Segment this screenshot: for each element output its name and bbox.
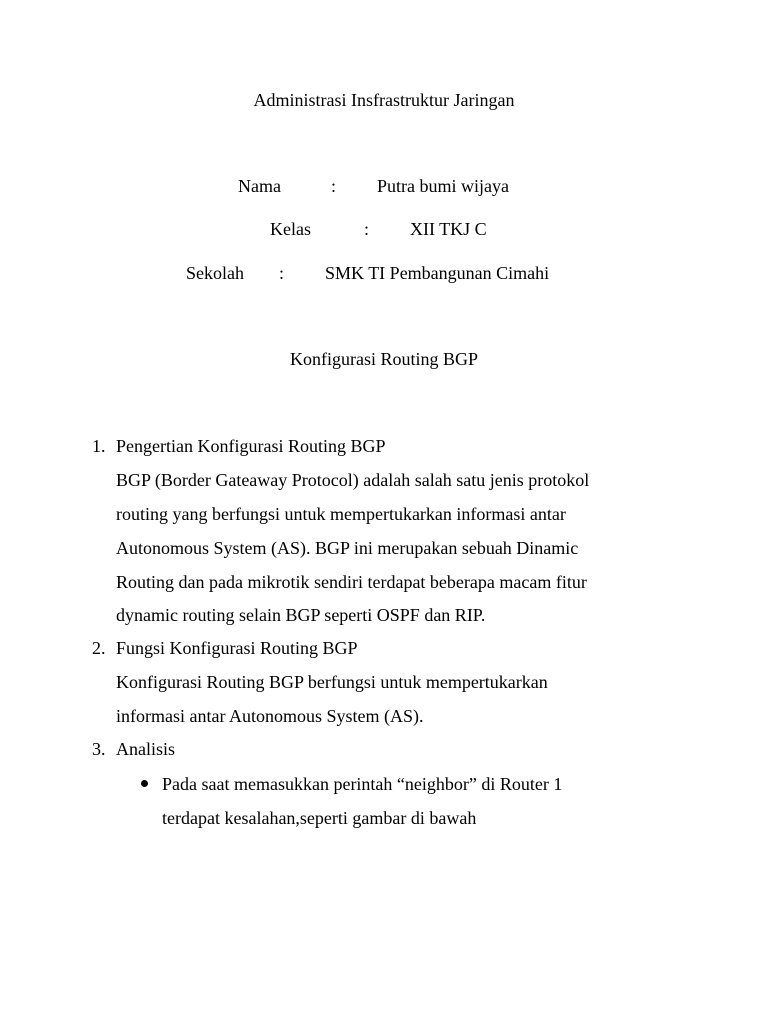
section-heading: Fungsi Konfigurasi Routing BGP bbox=[116, 638, 358, 658]
section-number: 3. bbox=[92, 739, 106, 759]
identity-separator: : bbox=[364, 219, 370, 239]
section-heading: Pengertian Konfigurasi Routing BGP bbox=[116, 436, 386, 456]
section-heading: Analisis bbox=[116, 739, 176, 759]
paragraph-line: Routing dan pada mikrotik sendiri terdapat beberapa macam fitur bbox=[116, 572, 587, 592]
document-subtitle: Konfigurasi Routing BGP bbox=[289, 349, 478, 369]
identity-value: SMK TI Pembangunan Cimahi bbox=[325, 263, 550, 283]
paragraph-line: informasi antar Autonomous System (AS). bbox=[116, 706, 424, 726]
section-number: 2. bbox=[92, 638, 106, 658]
identity-value: XII TKJ C bbox=[410, 219, 487, 239]
paragraph-line: Konfigurasi Routing BGP berfungsi untuk mempertukarkan bbox=[116, 672, 548, 692]
paragraph-line: dynamic routing selain BGP seperti OSPF dan RIP. bbox=[116, 605, 486, 625]
paragraph-line: BGP (Border Gateaway Protocol) adalah salah satu jenis protokol bbox=[116, 470, 590, 490]
identity-separator: : bbox=[331, 176, 337, 196]
bullet-icon bbox=[141, 780, 148, 787]
identity-separator: : bbox=[279, 263, 285, 283]
identity-label: Sekolah bbox=[186, 263, 244, 283]
document-title: Administrasi Insfrastruktur Jaringan bbox=[253, 90, 515, 110]
identity-label: Nama bbox=[238, 176, 281, 196]
identity-label: Kelas bbox=[270, 219, 311, 239]
section-number: 1. bbox=[92, 436, 106, 456]
paragraph-line: Autonomous System (AS). BGP ini merupakan sebuah Dinamic bbox=[116, 538, 579, 558]
identity-value: Putra bumi wijaya bbox=[377, 176, 509, 196]
bullet-line: terdapat kesalahan,seperti gambar di bawah bbox=[162, 808, 477, 828]
bullet-line: Pada saat memasukkan perintah “neighbor” di Router 1 bbox=[162, 774, 563, 794]
paragraph-line: routing yang berfungsi untuk mempertukarkan informasi antar bbox=[116, 504, 566, 524]
